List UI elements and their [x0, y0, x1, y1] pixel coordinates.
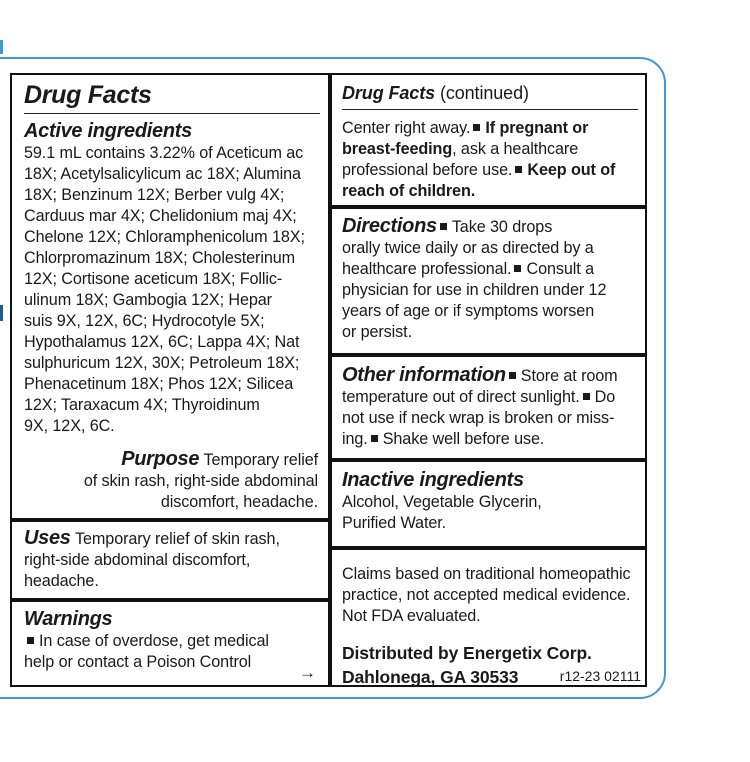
divider	[330, 353, 647, 357]
bullet-icon	[514, 265, 521, 272]
divider	[12, 598, 330, 602]
ingredient-line: Chlorpromazinum 18X; Cholesterinum	[24, 249, 296, 267]
ingredient-line: sulphuricum 12X, 30X; Petroleum 18X;	[24, 354, 300, 372]
divider	[342, 109, 638, 110]
edge-mark	[0, 40, 3, 54]
bullet-icon	[583, 393, 590, 400]
edge-mark	[0, 305, 3, 321]
section-heading: Active ingredients	[24, 120, 192, 142]
section-heading: Inactive ingredients	[342, 469, 524, 491]
ingredient-line: 59.1 mL contains 3.22% of Aceticum ac	[24, 144, 304, 162]
active-ingredients-text	[24, 143, 324, 437]
other-information-section: Other information Store at room temperature out of direct sunlight. Do not use if neck wrap is broken or miss- ing. Shake well before use.	[342, 364, 618, 448]
column-divider	[328, 75, 332, 685]
divider	[330, 546, 647, 550]
bullet-icon	[473, 124, 480, 131]
bullet-icon	[509, 372, 516, 379]
divider	[12, 518, 330, 522]
inactive-ingredients-section: Inactive ingredients Alcohol, Vegetable Glycerin, Purified Water.	[342, 468, 642, 534]
bullet-icon	[440, 223, 447, 230]
ingredient-line: 12X; Taraxacum 4X; Thyroidinum	[24, 396, 260, 414]
divider	[330, 205, 647, 209]
section-heading: Uses	[24, 527, 71, 549]
ingredient-line: ulinum 18X; Gambogia 12X; Hepar	[24, 291, 272, 309]
ingredient-line: Carduus mar 4X; Chelidonium maj 4X;	[24, 207, 297, 225]
purpose-section: Purpose Temporary relief of skin rash, right-side abdominal discomfort, headache.	[83, 448, 318, 511]
bullet-icon	[27, 637, 34, 644]
active-ingredients-section	[24, 119, 324, 437]
ingredient-line: 9X, 12X, 6C.	[24, 417, 115, 435]
lot-code: r12-23 02111	[559, 668, 641, 684]
pregnancy-warning: Center right away. If pregnant or breast-feeding, ask a healthcare professional before use. Keep out of reach of children.	[342, 119, 616, 200]
ingredient-line: 18X; Benzinum 12X; Berber vulg 4X;	[24, 186, 285, 204]
ingredient-line: Hypothalamus 12X, 6C; Lappa 4X; Nat	[24, 333, 300, 351]
section-heading: Purpose	[121, 448, 200, 470]
section-heading: Drug Facts	[342, 83, 436, 103]
divider	[24, 113, 320, 114]
uses-section: Uses Temporary relief of skin rash, right-side abdominal discomfort, headache.	[24, 527, 280, 590]
page-title: Drug Facts	[24, 81, 152, 109]
ingredient-line: Phenacetinum 18X; Phos 12X; Silicea	[24, 375, 294, 393]
ingredient-line: 18X; Acetylsalicylicum ac 18X; Alumina	[24, 165, 301, 183]
drug-facts-panel	[10, 73, 647, 687]
divider	[330, 458, 647, 462]
bullet-icon	[515, 166, 522, 173]
section-heading: Other information	[342, 364, 506, 386]
warnings-section: Warnings In case of overdose, get medical help or contact a Poison Control →	[24, 607, 324, 685]
drug-facts-title	[24, 81, 324, 109]
ingredient-line: Chelone 12X; Chloramphenicolum 18X;	[24, 228, 305, 246]
continue-arrow-icon: →	[299, 663, 316, 682]
ingredient-line: suis 9X, 12X, 6C; Hydrocotyle 5X;	[24, 312, 265, 330]
ingredient-line: 12X; Cortisone aceticum 18X; Follic-	[24, 270, 283, 288]
directions-section: Directions Take 30 drops orally twice daily or as directed by a healthcare professional. Consult a physician for use in children under 12 years of age or if symptoms worsen or persist.	[342, 215, 607, 341]
distributor-section: Distributed by Energetix Corp. Dahlonega, GA 30533 r12-23 02111	[342, 643, 641, 687]
continued-header: Drug Facts (continued)	[342, 83, 529, 103]
claims-section: Claims based on traditional homeopathic practice, not accepted medical evidence. Not FDA evaluated.	[342, 565, 631, 625]
section-heading: Directions	[342, 215, 437, 237]
section-heading: Warnings	[24, 608, 113, 630]
bullet-icon	[371, 435, 378, 442]
